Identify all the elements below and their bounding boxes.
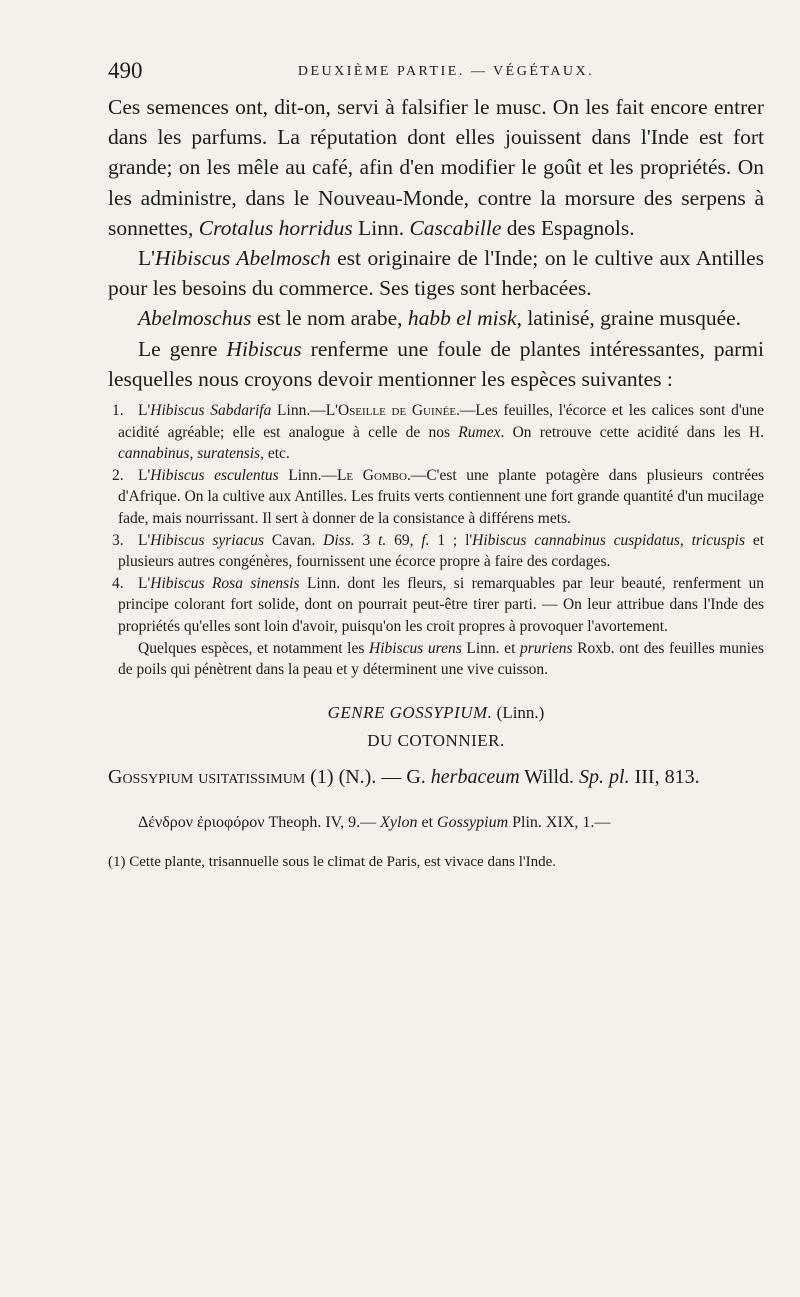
running-head: DEUXIÈME PARTIE. — VÉGÉTAUX.	[297, 64, 595, 79]
list-item	[108, 465, 764, 530]
species-name: Gossypium usitatissimum	[108, 765, 306, 788]
footnote: (1) Cette plante, trisannuelle sous le climat de Paris, est vivace dans l'Inde.	[108, 853, 556, 870]
body-text	[108, 92, 764, 394]
text-run: renferme une foule de plantes intéressantes, parmi lesquelles nous croyons devoir mentionner les espèces suivantes :	[108, 336, 765, 391]
text-run: L'	[138, 246, 156, 271]
common-name: L'Oseille de Guinée.	[325, 402, 460, 420]
text-run: Linn. et	[461, 639, 520, 657]
citation: Diss.	[323, 531, 355, 549]
text-run: Roxb. ont des feuilles munies de poils qui pénètrent dans la peau et y déterminent une vive cuisson.	[118, 639, 765, 679]
citation: t.	[378, 531, 387, 549]
text-run: Ces semences ont, dit-on, servi à falsifier le musc. On les fait encore entrer dans les parfums. La réputation dont elles jouissent dans l'Inde est fort grande; on les mêle au café, afin d'en modifier le goût et les propriétés. On les administre, dans le Nouveau-Monde, contre la morsure des serpens à sonnettes,	[108, 95, 764, 240]
synonym-line	[108, 811, 764, 835]
text-run: 3	[354, 531, 379, 549]
taxon-name: Abelmoschus	[138, 306, 252, 331]
text-run: . On retrouve cette acidité dans les H.	[500, 423, 764, 441]
taxon-name: pruriens	[520, 639, 573, 657]
text-run: (1) (N.). — G.	[305, 765, 431, 788]
taxon-name: Hibiscus esculentus	[150, 466, 279, 484]
text-run: , etc.	[260, 445, 290, 463]
species-entry	[108, 763, 764, 791]
paragraph-genre-hibiscus	[108, 334, 764, 394]
list-number: 4.	[112, 574, 124, 592]
text-run: est originaire de l'Inde; on le cultive aux Antilles pour les besoins du commerce. Ses tiges sont herbacées.	[108, 246, 764, 301]
text-run: Δένδρον ἐριοφόρον Theoph. IV, 9.—	[138, 813, 381, 831]
taxon-name: Hibiscus Abelmosch	[155, 246, 331, 271]
taxon-name: Hibiscus Rosa sinensis	[150, 574, 300, 592]
text-run: —Les feuilles, l'écorce et les calices sont d'une acidité agréable; elle est analogue à celle de nos	[118, 402, 764, 441]
text-run: III, 813.	[629, 765, 700, 788]
taxon-name: Hibiscus	[226, 336, 302, 361]
taxon-name: Gossypium	[437, 813, 509, 831]
page-header	[108, 58, 764, 92]
text-run: est le nom arabe,	[251, 306, 408, 331]
citation: Sp. pl.	[579, 765, 630, 788]
text-run: L'	[138, 531, 151, 549]
text-run: L'	[138, 574, 151, 592]
list-item	[108, 573, 764, 638]
paragraph-musc	[108, 92, 764, 243]
taxon-name: Hibiscus cannabinus cuspidatus, tricuspis	[472, 531, 745, 549]
text-run: 1 ; l'	[429, 531, 473, 549]
taxon-name: Xylon	[380, 813, 418, 831]
list-number: 1.	[112, 402, 124, 420]
text-run: Linn.—	[271, 402, 326, 420]
text-run: des Espagnols.	[501, 215, 635, 240]
text-run: Cavan.	[264, 531, 324, 549]
text-run: Linn.—	[278, 466, 337, 484]
text-run: Quelques espèces, et notamment les	[138, 639, 370, 657]
genus-authority: (Linn.)	[496, 702, 545, 722]
page-number: 490	[108, 58, 143, 83]
citation: f.	[421, 531, 430, 549]
text-run: et	[417, 813, 438, 831]
common-name: Cascabille	[409, 215, 502, 240]
taxon-name: Hibiscus urens	[369, 639, 462, 657]
text-run: Plin. XIX, 1.—	[508, 813, 611, 831]
taxon-name: Hibiscus syriacus	[150, 531, 265, 549]
taxon-name: herbaceum	[430, 765, 520, 788]
text-run: , latinisé, graine musquée.	[516, 306, 742, 331]
text-run: Linn. dont les fleurs, si remarquables par leur beauté, renferment un principe colorant fort solide, dont on pourrait peut-être tirer parti. — On leur attribue dans l'Inde des propriétés qu'elles sont loin d'avoir, puisqu'on les croit propres à provoquer l'avortement.	[118, 574, 764, 635]
species-list	[108, 400, 764, 681]
list-number: 2.	[112, 466, 124, 484]
list-note	[108, 638, 764, 681]
arabic-name: habb el misk	[407, 306, 517, 331]
text-run: Linn.	[352, 215, 410, 240]
list-item	[108, 400, 764, 465]
text-run: et plusieurs autres congénères, fournissent une écorce propre à faire des cordages.	[118, 531, 765, 571]
taxon-name: cannabinus, suratensis	[118, 445, 261, 463]
taxon-name: Crotalus horridus	[198, 215, 353, 240]
genus-heading	[108, 699, 764, 755]
taxon-name: Hibiscus Sabdarifa	[150, 402, 272, 420]
paragraph-abelmoschus	[108, 303, 764, 333]
list-number: 3.	[112, 531, 124, 549]
taxon-name: Rumex	[458, 423, 501, 441]
text-run: Willd.	[519, 765, 580, 788]
paragraph-abelmosch	[108, 243, 764, 303]
genus-subtitle: DU COTONNIER.	[367, 730, 505, 750]
list-item	[108, 530, 764, 573]
text-run: L'	[138, 402, 151, 420]
text-run: 69,	[386, 531, 422, 549]
genus-title: GENRE GOSSYPIUM.	[327, 702, 493, 722]
text-run: L'	[138, 466, 151, 484]
common-name: Le Gombo.	[336, 466, 411, 484]
text-run: Le genre	[138, 336, 227, 361]
text-run: —C'est une plante potagère dans plusieurs contrées d'Afrique. On la cultive aux Antilles. Les fruits verts contiennent une fort grande quantité d'un mucilage fade, mais nourrissant. Il sert à donner de la consistance à différens mets.	[118, 466, 764, 527]
